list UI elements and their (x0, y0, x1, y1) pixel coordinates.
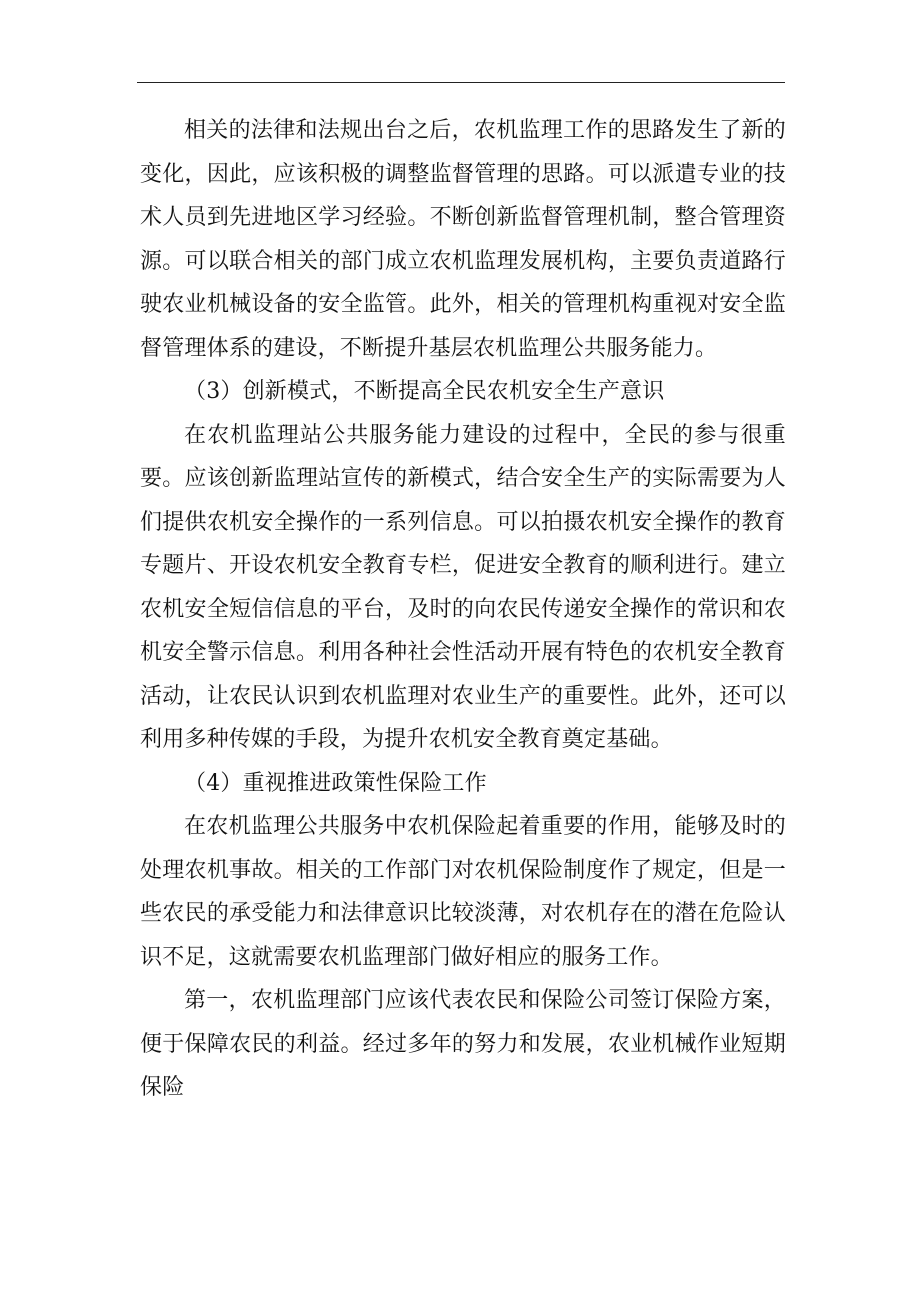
body-text (140, 109, 786, 1110)
paragraph-legal-monitoring: 相关的法律和法规出台之后，农机监理工作的思路发生了新的变化，因此，应该积极的调整监督管理的思路。可以派遣专业的技术人员到先进地区学习经验。不断创新监督管理机制，整合管理资源。可以联合相关的部门成立农机监理发展机构，主要负责道路行驶农业机械设备的安全监管。此外，相关的管理机构重视对安全监督管理体系的建设，不断提升基层农机监理公共服务能力。 (140, 118, 786, 361)
section-heading-4: （4）重视推进政策性保险工作 (184, 770, 487, 796)
section-heading-3: （3）创新模式，不断提高全民农机安全生产意识 (184, 379, 665, 404)
paragraph-safety-awareness: 在农机监理站公共服务能力建设的过程中，全民的参与很重要。应该创新监理站宣传的新模式，结合安全生产的实际需要为人们提供农机安全操作的一系列信息。可以拍摄农机安全操作的教育专题片、开设农机安全教育专栏，促进安全教育的顺利进行。建立农机安全短信信息的平台，及时的向农民传递安全操作的常识和农机安全警示信息。利用各种社会性活动开展有特色的农机安全教育活动，让农民认识到农机监理对农业生产的重要性。此外，还可以利用多种传媒的手段，为提升农机安全教育奠定基础。 (140, 422, 786, 752)
paragraph-first-point: 第一，农机监理部门应该代表农民和保险公司签订保险方案，便于保障农民的利益。经过多年的努力和发展，农业机械作业短期保险 (140, 988, 786, 1100)
paragraph-insurance-role: 在农机监理公共服务中农机保险起着重要的作用，能够及时的处理农机事故。相关的工作部门对农机保险制度作了规定，但是一些农民的承受能力和法律意识比较淡薄，对农机存在的潜在危险认识不足，这就需要农机监理部门做好相应的服务工作。 (140, 814, 786, 970)
header-rule (137, 82, 785, 83)
